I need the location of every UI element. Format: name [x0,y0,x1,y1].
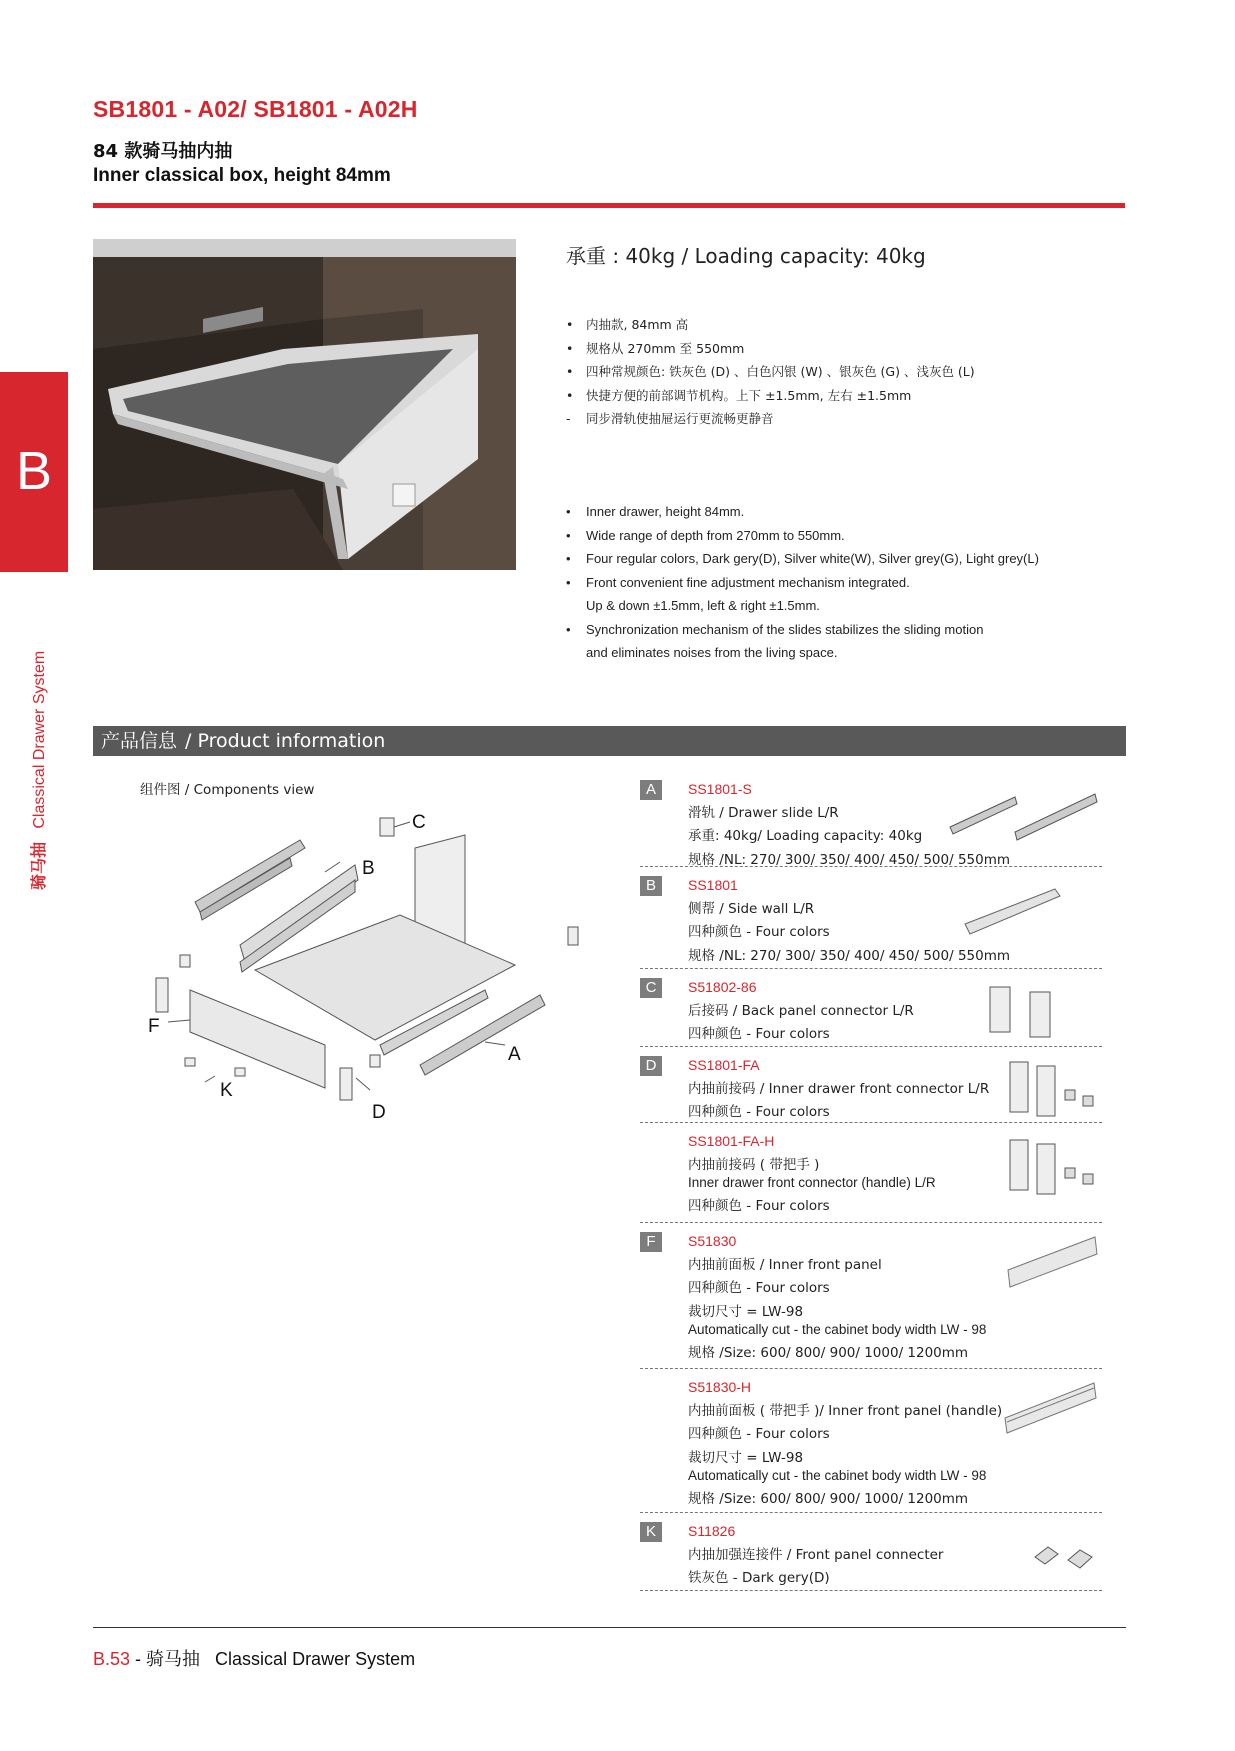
part-letter-badge: A [640,780,662,800]
part-entry-f [640,1230,1102,1369]
front-connector-handle-thumbnail [1005,1138,1100,1198]
side-label-en: Classical Drawer System [31,650,48,829]
part-code: SS1801-S [688,781,752,797]
part-letter-badge: C [640,978,662,998]
feature-en-continuation: and eliminates noises from the living space. [586,645,838,660]
section-letter: B [15,441,53,501]
inner-front-panel-handle-thumbnail [1002,1378,1100,1438]
part-line: 四种颜色 - Four colors [688,1426,830,1442]
feature-en-item: • Front convenient fine adjustment mechanism integrated. [566,571,1039,595]
side-wall-thumbnail [960,884,1070,939]
drawer-product-photo [93,239,516,570]
part-entry-k [640,1520,1102,1591]
part-line: 承重: 40kg/ Loading capacity: 40kg [688,828,923,844]
part-line: 四种颜色 - Four colors [688,924,830,940]
product-info-en: / Product information [185,730,386,752]
model-code-title: SB1801 - A02/ SB1801 - A02H [93,96,418,122]
loading-capacity: 承重 : 40kg / Loading capacity: 40kg [566,244,926,268]
chinese-title: 84 款骑马抽内抽 [93,141,233,162]
part-line: 铁灰色 - Dark gery(D) [688,1570,830,1586]
footer-separator: - [130,1649,147,1669]
product-information-bar [93,726,1126,756]
feature-cn-item: • 规格从 270mm 至 550mm [566,337,975,361]
footer-divider [93,1627,1126,1628]
part-line: 四种颜色 - Four colors [688,1026,830,1042]
diagram-label: K [220,1080,233,1101]
front-panel-connector-thumbnail [1030,1542,1100,1572]
product-info-cn: 产品信息 [101,730,178,752]
part-line: 四种颜色 - Four colors [688,1280,830,1296]
side-section-label [26,651,49,890]
header-divider [93,203,1125,208]
feature-cn-item: • 快捷方便的前部调节机构。上下 ±1.5mm, 左右 ±1.5mm [566,384,975,408]
feature-cn-item: • 四种常规颜色: 铁灰色 (D) 、白色闪银 (W) 、银灰色 (G) 、浅灰色 (L) [566,360,975,384]
feature-en-item: • Four regular colors, Dark gery(D), Silver white(W), Silver grey(G), Light grey(L) [566,547,1039,571]
part-line: 规格 /Size: 600/ 800/ 900/ 1000/ 1200mm [688,1490,969,1507]
part-entry-d [640,1054,1102,1123]
diagram-label: F [148,1016,160,1037]
feature-en-item: • Synchronization mechanism of the slides stabilizes the sliding motion [566,618,1039,642]
part-line: 裁切尺寸 = LW-98 [688,1449,804,1466]
part-line: Automatically cut - the cabinet body width LW - 98 [688,1468,987,1483]
diagram-label: B [362,858,375,879]
footer-cn-label: 骑马抽 [146,1649,201,1670]
part-line: 规格 /NL: 270/ 300/ 350/ 400/ 450/ 500/ 550mm [688,851,1011,868]
part-code: S51830-H [688,1379,752,1395]
page-number: B.53 [93,1649,131,1669]
side-label-cn: 骑马抽 [29,841,48,890]
front-connector-thumbnail [1005,1060,1100,1120]
part-line: 内抽前面板 ( 带把手 )/ Inner front panel (handle) [688,1402,1003,1419]
part-code: SS1801-FA-H [688,1133,775,1149]
feature-en-item: • Inner drawer, height 84mm. [566,500,1039,524]
part-line: 内抽前接码 ( 带把手 ) [688,1156,820,1173]
part-line: 侧帮 / Side wall L/R [688,900,815,917]
diagram-label: D [372,1102,386,1123]
part-code: SS1801-FA [688,1057,760,1073]
page-footer [93,1645,415,1671]
part-entry-a [640,778,1102,867]
part-line: 内抽前接码 / Inner drawer front connector L/R [688,1080,990,1097]
part-line: 滑轨 / Drawer slide L/R [688,804,839,821]
part-line: 规格 /NL: 270/ 300/ 350/ 400/ 450/ 500/ 550mm [688,947,1011,964]
part-entry-b [640,874,1102,969]
part-line: 规格 /Size: 600/ 800/ 900/ 1000/ 1200mm [688,1344,969,1361]
part-letter-badge: K [640,1522,662,1542]
feature-cn-item: • 内抽款, 84mm 高 [566,313,975,337]
feature-list-cn [566,313,975,431]
part-line: Automatically cut - the cabinet body width LW - 98 [688,1322,987,1337]
part-entry-c [640,976,1102,1047]
part-code: S11826 [688,1523,736,1539]
drawer-slide-thumbnail [945,782,1100,842]
part-line: 四种颜色 - Four colors [688,1197,830,1214]
inner-front-panel-thumbnail [1005,1232,1100,1292]
footer-en-label: Classical Drawer System [215,1649,416,1669]
part-entry-f-handle [640,1376,1102,1513]
components-exploded-diagram [140,800,610,1130]
back-connector-thumbnail [985,982,1065,1042]
feature-en-item: • Wide range of depth from 270mm to 550mm. [566,524,1039,548]
part-line: 内抽加强连接件 / Front panel connecter [688,1546,944,1563]
part-code: S51830 [688,1233,737,1249]
part-letter-badge: D [640,1056,662,1076]
feature-cn-item: - 同步滑轨使抽屉运行更流畅更静音 [566,407,975,431]
part-line: 四种颜色 - Four colors [688,1104,830,1120]
part-letter-badge: F [640,1232,662,1252]
diagram-label: C [412,812,426,833]
part-line: 裁切尺寸 = LW-98 [688,1303,804,1320]
part-line: Inner drawer front connector (handle) L/R [688,1175,936,1190]
part-line: 内抽前面板 / Inner front panel [688,1256,882,1273]
part-letter-badge: B [640,876,662,896]
diagram-label: A [508,1044,521,1065]
part-code: SS1801 [688,877,738,893]
components-view-label: 组件图 / Components view [140,782,315,798]
part-entry-d-handle [640,1130,1102,1223]
part-code: S51802-86 [688,979,757,995]
feature-list-en [566,500,1039,665]
part-line: 后接码 / Back panel connector L/R [688,1002,914,1019]
english-title: Inner classical box, height 84mm [93,165,391,186]
feature-en-continuation: Up & down ±1.5mm, left & right ±1.5mm. [586,598,820,613]
